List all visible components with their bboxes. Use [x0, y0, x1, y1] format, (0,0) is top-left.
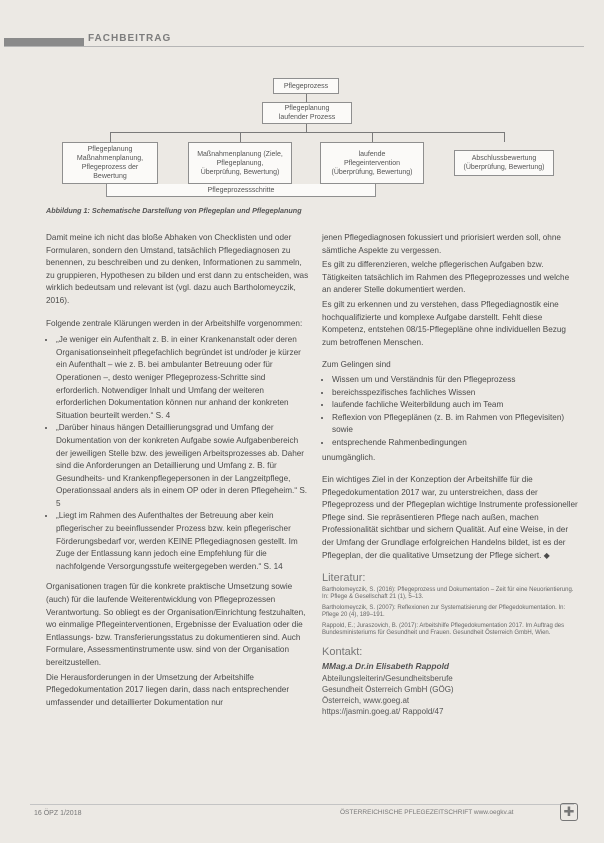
process-diagram — [62, 68, 574, 198]
paragraph: Ein wichtiges Ziel in der Konzeption der Arbeitshilfe für die Pflegedokumentation 2017 war, zu unterstreichen, dass der Pflegeprozess und der Pflegeplan wichtige Instrumente professioneller Pflege sind. Sie repräsentieren Pflege nach außen, machen Professionalität sichtbar und sichern Qualität. Auf eine Weise, in der der Umfang der Grundlage erfolgreichen Handelns bildet, ist es der Pflegeplan, der die qualitative Umsetzung der Pflege sichert. ◆ — [322, 475, 578, 560]
paragraph: Folgende zentrale Klärungen werden in der Arbeitshilfe vorgenommen: — [46, 318, 303, 328]
connector — [110, 132, 504, 133]
connector — [306, 94, 307, 102]
paragraph: Damit meine ich nicht das bloße Abhaken von Checklisten und oder Formularen, sondern den Umstand, tatsächlich Pflegediagnosen zu benennen, zu beschreiben und zu denken, Informationen zu sammeln, zu gruppieren, Hypothesen zu bilden und erst dann zu entscheiden, was wirklich bedeutsam und relevant ist (vgl. dazu auch Bartholomeyczik, 2016). — [46, 233, 309, 305]
contact-heading: Kontakt: — [322, 645, 363, 658]
literature-entry: Bartholomeyczik, S. (2007): Reflexionen zur Systematisierung der Pflegedokumentation. In: Pflege 20 (4), 189–191. — [322, 604, 566, 619]
list-item: • „Darüber hinaus hängen Detaillierungsgrad und Umfang der Dokumentation von der konkreten Aufgabe sowie Aufgabenbereich der jeweiligen Stelle bzw. des jeweiligen Arbeitsprozesses ab. Daher sind die Anforderungen an Detaillierung und Umfang z. B. für Gesundheits- und Krankenpflegepersonen in der Langzeitpflege, Operationssaal anders als in einem OP oder in deren Pflegeheim.“ S. 5 — [56, 422, 310, 510]
list-item: • laufende fachliche Weiterbildung auch im Team — [332, 399, 578, 412]
connector — [504, 132, 505, 142]
literature-entry: Rappold, E.; Juraszovich, B. (2017): Arbeitshilfe Pflegedokumentation 2017. Im Auftrag des Bundesministeriums für Gesundheit und Frauen. Gesundheit Österreich GmbH, Wien. — [322, 622, 565, 637]
list-item: • bereichsspezifisches fachliches Wissen — [332, 387, 578, 400]
paragraph: unumgänglich. — [322, 452, 376, 462]
paragraph: Die Herausforderungen in der Umsetzung der Arbeitshilfe Pflegedokumentation 2017 liegen darin, dass nach entsprechender umfassender und detaillierter Dokumentation nur — [46, 672, 290, 707]
paragraph: jenen Pflegediagnosen fokussiert und priorisiert werden soll, ohne sämtliche Aspekte zu vergessen. — [322, 233, 561, 255]
connector — [372, 132, 373, 142]
section-label: FACHBEITRAG — [88, 33, 172, 44]
connector — [240, 132, 241, 142]
diagram-bottom-bar: Pflegeprozessschritte — [106, 184, 376, 197]
paragraph: Zum Gelingen sind — [322, 360, 391, 370]
diagram-box-2: Maßnahmenplanung (Ziele, Pflegeplanung, Überprüfung, Bewertung) — [188, 142, 292, 184]
header-rule — [4, 46, 584, 47]
paragraph: Es gilt zu differenzieren, welche pflegerischen Aufgaben bzw. Tätigkeiten tatsächlich im Rahmen des Pflegeprozesses und welche an anderer Stelle dokumentiert werden. — [322, 260, 570, 295]
contact-name: MMag.a Dr.in Elisabeth Rappold — [322, 661, 450, 672]
left-column — [46, 232, 310, 719]
connector — [110, 132, 111, 142]
page-number: 16 ÖPZ 1/2018 — [34, 810, 82, 817]
list-item: • Reflexion von Pflegeplänen (z. B. im Rahmen von Pflegevisiten) sowie — [332, 412, 578, 437]
contact-link[interactable]: https://jasmin.goeg.at/ Rappold/47 — [322, 707, 444, 717]
paragraph: Es gilt zu erkennen und zu verstehen, dass Pflegediagnostik eine hochqualifizierte und komplexe Aufgabe darstellt. Fehlt diese Kompetenz, entstehen 08/15-Pflegepläne ohne individuellen Bezug zum betroffenen Menschen. — [322, 299, 566, 347]
diagram-top-box: Pflegeprozess — [273, 78, 339, 94]
diagram-box-3: laufende Pflegeintervention (Überprüfung, Bewertung) — [320, 142, 424, 184]
literature-entry: Bartholomeyczik, S. (2016): Pflegeprozess und Dokumentation – Zeit für eine Neuorientierung. In: Pflege & Gesellschaft 21 (1), 5–13. — [322, 586, 574, 601]
header-bar — [4, 38, 84, 46]
diagram-box-1: Pflegeplanung Maßnahmenplanung, Pflegeprozess der Bewertung — [62, 142, 158, 184]
diagram-middle-box: Pflegeplanung laufender Prozess — [262, 102, 352, 124]
requirements-list — [322, 374, 578, 450]
contact-line: Abteilungsleiterin/Gesundheitsberufe — [322, 674, 453, 684]
list-item: • „Je weniger ein Aufenthalt z. B. in einer Krankenanstalt oder deren Organisationseinheit pflegefachlich begründet ist und/oder je kürzer ein Aufenthalt – wie z. B. bei ambulanter Betreuung oder für Operationen –, desto weniger Pflegeprozess-Schritte sind erforderlich. Notwendiger Inhalt und Umfang der weiteren erforderlichen Dokumentation können nur anhand der konkreten Situation beurteilt werden.“ S. 4 — [56, 334, 310, 422]
figure-caption: Abbildung 1: Schematische Darstellung von Pflegeplan und Pflegeplanung — [46, 206, 302, 215]
footer-rule — [30, 804, 574, 805]
contact-line: Gesundheit Österreich GmbH (GÖG) — [322, 685, 454, 695]
list-item: • Wissen um und Verständnis für den Pflegeprozess — [332, 374, 578, 387]
diagram-box-4: Abschlussbewertung (Überprüfung, Bewertung) — [454, 150, 554, 176]
journal-footer: ÖSTERREICHISCHE PFLEGEZEITSCHRIFT www.oegkv.at — [340, 809, 514, 816]
connector — [306, 124, 307, 132]
cross-logo-icon: ✚ — [560, 803, 578, 821]
list-item: • „Liegt im Rahmen des Aufenthaltes der Betreuung aber kein pflegerischer zu beeinflussender Prozess bzw. kein pflegerischer Förderungsbedarf vor, werden KEINE Pflegediagnosen gestellt. Im Zuge der Entlassung kann jedoch eine Empfehlung für die nachfolgende Versorgungsstufe weitergegeben werden.“ S. 14 — [56, 510, 310, 573]
literature-heading: Literatur: — [322, 572, 366, 585]
list-item: • entsprechende Rahmenbedingungen — [332, 437, 578, 450]
right-column — [322, 232, 578, 717]
quote-list — [46, 334, 310, 573]
paragraph: Organisationen tragen für die konkrete praktische Umsetzung sowie (auch) für die laufende Weiterentwicklung von Pflegeprozessen Verantwortung. So obliegt es der Organisation/Einrichtung festzuhalten, wo einmalige Pflegeinterventionen, Ergebnisse der Evaluation oder die Entlassungs- bzw. Transferierungsstatus zu dokumentieren sind. Auch Formulare, Assessmentinstrumente usw. sind von der Organisation bereitzustellen. — [46, 582, 306, 667]
contact-line: Österreich, www.goeg.at — [322, 696, 410, 706]
